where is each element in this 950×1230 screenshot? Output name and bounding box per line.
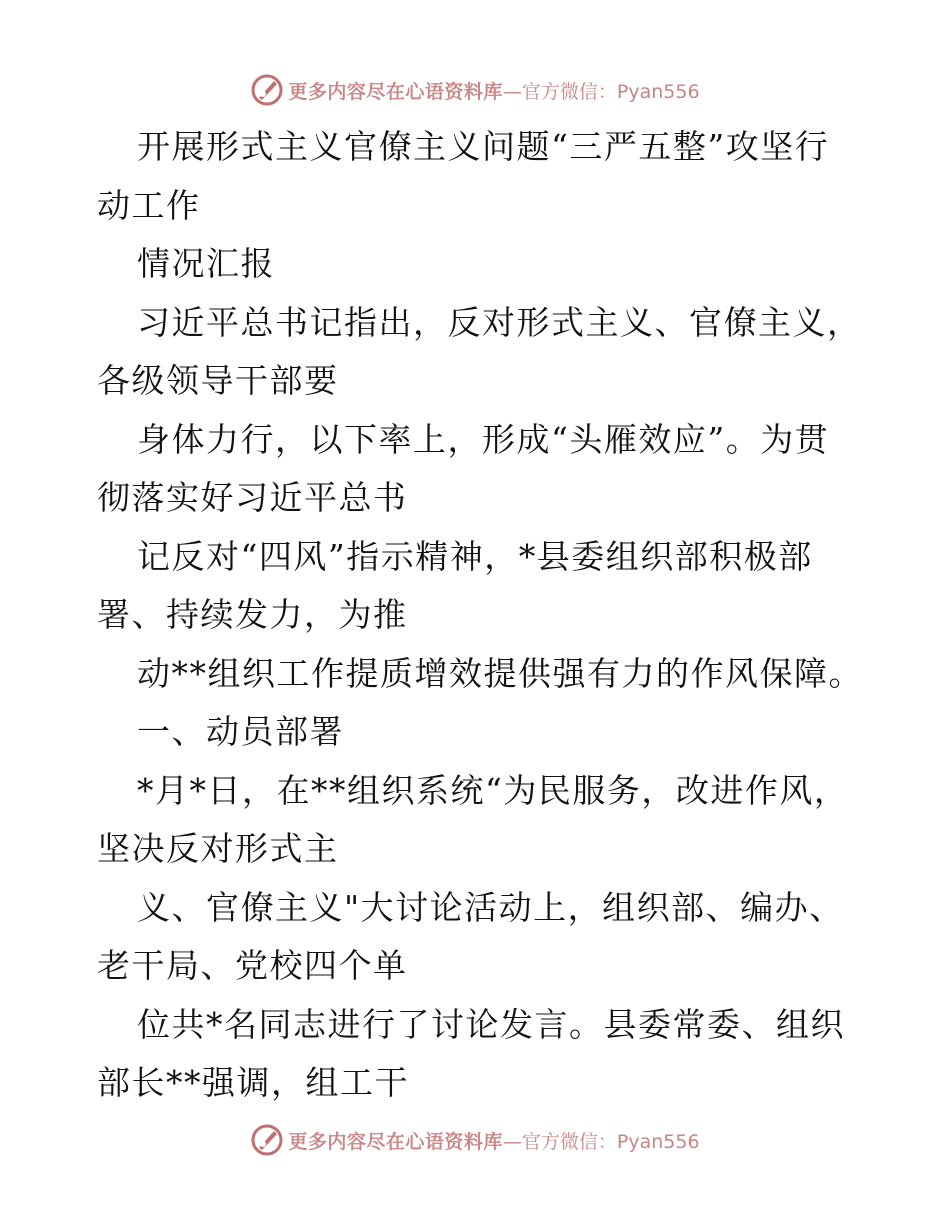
- quill-logo-icon: [250, 73, 284, 107]
- text-line: 老干局、党校四个单: [97, 946, 408, 985]
- section-heading: 一、动员部署: [137, 712, 344, 751]
- header-watermark-banner: [0, 70, 950, 110]
- text-line: 彻落实好习近平总书: [97, 478, 408, 517]
- banner-wechat-id: —官方微信：Pyan556: [502, 1130, 700, 1153]
- text-line: 部长**强调，组工干: [97, 1063, 409, 1102]
- text-line: 身体力行，以下率上，形成“头雁效应”。为贯: [137, 419, 830, 459]
- banner-site-name: 更多内容尽在心语资料库: [288, 1130, 503, 1153]
- footer-watermark-banner: [0, 1120, 950, 1160]
- text-line: 情况汇报: [137, 244, 275, 283]
- text-line: 动**组织工作提质增效提供强有力的作风保障。: [137, 653, 863, 693]
- text-line: 动工作: [97, 185, 201, 225]
- banner-site-name: 更多内容尽在心语资料库: [288, 80, 503, 103]
- text-line: 开展形式主义官僚主义问题“三严五整”攻坚行: [137, 127, 830, 166]
- banner-wechat-id: —官方微信：Pyan556: [502, 80, 700, 103]
- quill-logo-icon: [250, 1123, 284, 1157]
- text-line: 坚决反对形式主: [97, 829, 339, 868]
- document-body: [97, 118, 863, 1113]
- text-line: *月*日，在**组织系统“为民服务，改进作风，: [137, 770, 849, 810]
- text-line: 义、官僚主义"大讨论活动上，组织部、编办、: [137, 887, 844, 927]
- text-line: 各级领导干部要: [97, 361, 339, 400]
- text-line: 署、持续发力，为推: [97, 595, 408, 634]
- text-line: 记反对“四风”指示精神，*县委组织部积极部: [137, 536, 813, 576]
- text-line: 位共*名同志进行了讨论发言。县委常委、组织: [137, 1004, 845, 1044]
- text-line: 习近平总书记指出，反对形式主义、官僚主义，: [137, 302, 862, 342]
